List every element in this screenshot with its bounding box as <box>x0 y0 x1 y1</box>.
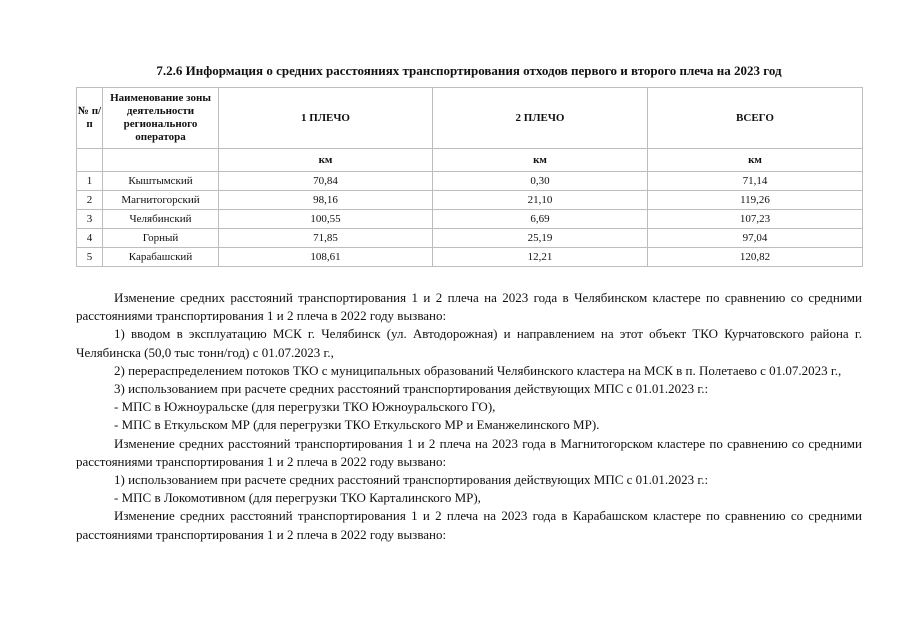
header-num: № п/п <box>77 88 103 149</box>
cell-num: 2 <box>77 191 103 210</box>
cell-leg1: 100,55 <box>219 210 433 229</box>
cell-num: 5 <box>77 248 103 267</box>
cell-num: 3 <box>77 210 103 229</box>
header-zone: Наименование зоны деятельности регионального оператора <box>103 88 219 149</box>
cell-zone: Кыштымский <box>103 172 219 191</box>
cell-leg1: 98,16 <box>219 191 433 210</box>
paragraph: - МПС в Еткульском МР (для перегрузки ТКО Еткульского МР и Еманжелинского МР). <box>114 417 600 433</box>
paragraph: - МПС в Южноуральске (для перегрузки ТКО Южноуральского ГО), <box>114 399 496 415</box>
header-leg2: 2 ПЛЕЧО <box>433 88 648 149</box>
cell-zone: Челябинский <box>103 210 219 229</box>
cell-total: 119,26 <box>648 191 863 210</box>
paragraph: Изменение средних расстояний транспортирования 1 и 2 плеча на 2023 года в Челябинском кластере по сравнению со средними расстояниями транспортирования 1 и 2 плеча в 2022 году вызвано: <box>76 290 862 324</box>
table-row <box>77 172 863 191</box>
cell-leg1: 108,61 <box>219 248 433 267</box>
table-row <box>77 248 863 267</box>
paragraph: 1) вводом в эксплуатацию МСК г. Челябинск (ул. Автодорожная) и направлением на этот объект ТКО Курчатовского района г. Челябинска (50,0 тыс тонн/год) с 01.07.2023 г., <box>76 326 862 360</box>
cell-leg2: 25,19 <box>433 229 648 248</box>
cell-total: 107,23 <box>648 210 863 229</box>
header-total: ВСЕГО <box>648 88 863 149</box>
paragraph: - МПС в Локомотивном (для перегрузки ТКО Карталинского МР), <box>114 490 481 506</box>
unit-leg1: км <box>219 149 433 172</box>
paragraph: Изменение средних расстояний транспортирования 1 и 2 плеча на 2023 года в Карабашском кластере по сравнению со средними расстояниями транспортирования 1 и 2 плеча в 2022 году вызвано: <box>76 508 862 542</box>
table-units-row <box>77 149 863 172</box>
header-leg1: 1 ПЛЕЧО <box>219 88 433 149</box>
unit-leg2: км <box>433 149 648 172</box>
distance-table <box>76 87 863 267</box>
cell-leg2: 21,10 <box>433 191 648 210</box>
paragraph: Изменение средних расстояний транспортирования 1 и 2 плеча на 2023 года в Магнитогорском кластере по сравнению со средними расстояниями транспортирования 1 и 2 плеча в 2022 году вызвано: <box>76 435 862 469</box>
cell-zone: Магнитогорский <box>103 191 219 210</box>
cell-num: 4 <box>77 229 103 248</box>
cell-leg2: 12,21 <box>433 248 648 267</box>
cell-total: 71,14 <box>648 172 863 191</box>
cell-zone: Карабашский <box>103 248 219 267</box>
unit-empty <box>77 149 103 172</box>
table-row <box>77 210 863 229</box>
table-row <box>77 229 863 248</box>
cell-leg1: 71,85 <box>219 229 433 248</box>
table-row <box>77 191 863 210</box>
cell-zone: Горный <box>103 229 219 248</box>
cell-leg2: 6,69 <box>433 210 648 229</box>
cell-num: 1 <box>77 172 103 191</box>
table-header-row <box>77 88 863 149</box>
cell-total: 120,82 <box>648 248 863 267</box>
paragraph: 2) перераспределением потоков ТКО с муниципальных образований Челябинского кластера на МСК в п. Полетаево с 01.07.2023 г., <box>114 362 842 378</box>
cell-leg1: 70,84 <box>219 172 433 191</box>
paragraph: 3) использованием при расчете средних расстояний транспортирования действующих МПС с 01.01.2023 г.: <box>114 381 709 397</box>
body-text <box>76 289 862 544</box>
unit-empty <box>103 149 219 172</box>
paragraph: 1) использованием при расчете средних расстояний транспортирования действующих МПС с 01.01.2023 г.: <box>114 472 709 488</box>
cell-total: 97,04 <box>648 229 863 248</box>
section-title: 7.2.6 Информация о средних расстояниях транспортирования отходов первого и второго плеча на 2023 год <box>156 63 782 78</box>
unit-total: км <box>648 149 863 172</box>
cell-leg2: 0,30 <box>433 172 648 191</box>
